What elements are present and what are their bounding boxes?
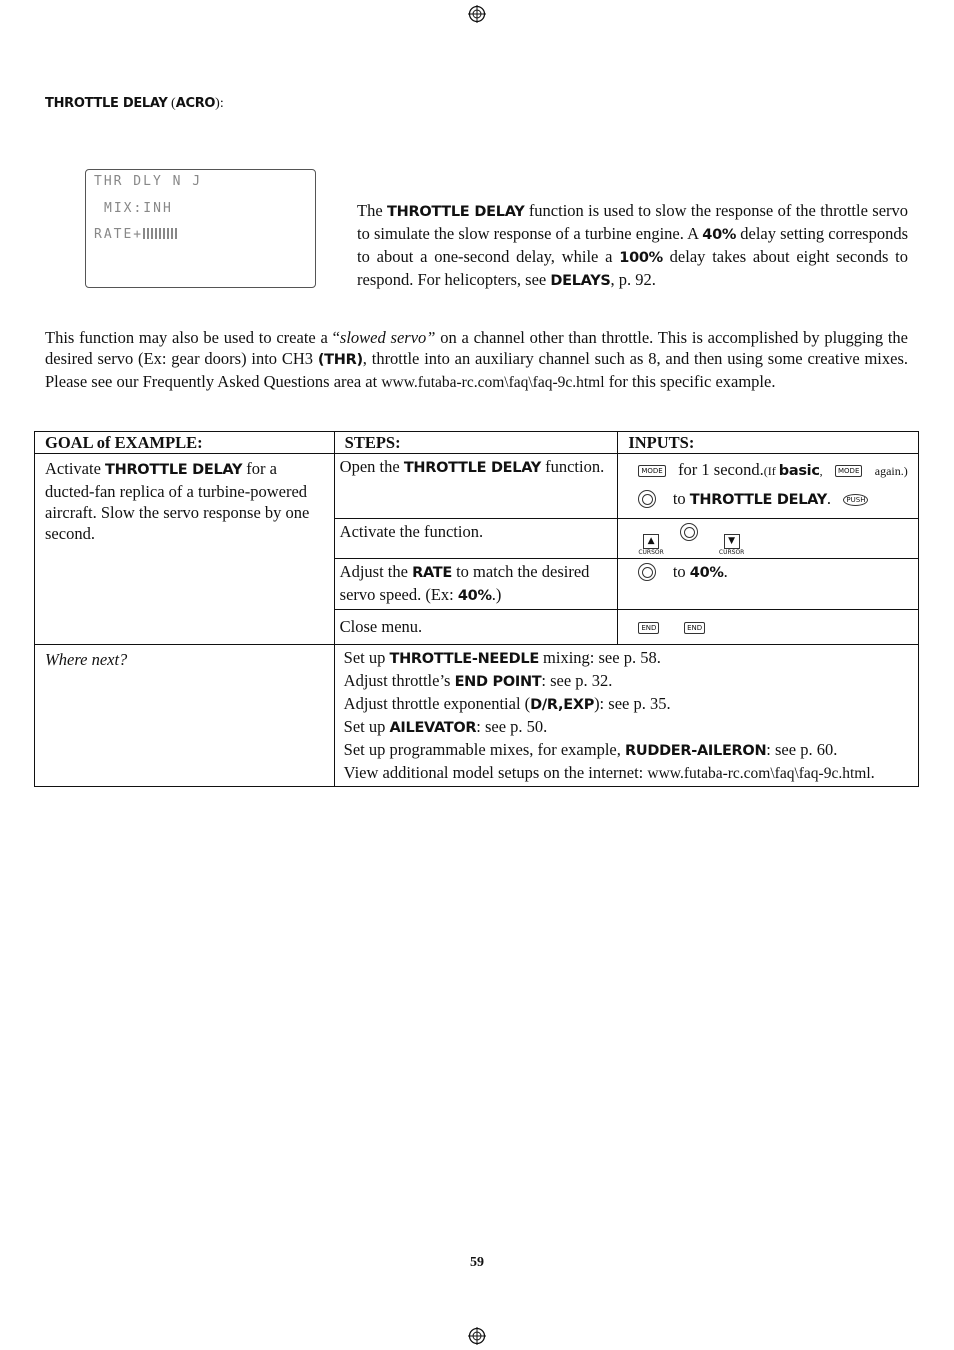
table-row [35, 454, 919, 519]
section-heading [45, 96, 224, 112]
lcd-line-3 [94, 227, 179, 242]
thr-term: (THR) [317, 352, 363, 368]
header-steps: STEPS: [334, 432, 618, 454]
cursor-up-icon: ▲ CURSOR [638, 536, 664, 556]
term-throttle-delay: THROTTLE DELAY [387, 204, 525, 220]
end-key-icon: END [638, 622, 659, 634]
intro-paragraph: The THROTTLE DELAY function is used to slow the response of the throttle servo to simulate the slow response of a turbine engine. A 40% delay setting corresponds to about a one-second delay, while a 100% delay takes about eight seconds to respond. For helicopters, see DELAYS, p. 92. [357, 201, 909, 289]
lcd-rate-value-block [143, 228, 179, 239]
faq-url[interactable]: www.futaba-rc.com\faq\faq-9c.html [381, 374, 605, 391]
next-steps-cell [334, 645, 918, 787]
table-header-row [35, 432, 919, 454]
lcd-rate-label: RATE+ [94, 227, 144, 242]
next-item-throttle-needle: Set up THROTTLE-NEEDLE mixing: see p. 58. [343, 648, 661, 667]
cursor-down-icon: ▼ CURSOR [718, 536, 745, 556]
table-row [35, 645, 919, 787]
step-open-function: Open the THROTTLE DELAY function. [334, 454, 618, 519]
goal-cell: Activate THROTTLE DELAY for a ducted-fan replica of a turbine-powered aircraft. Slow the servo response by one second. [35, 454, 335, 645]
slowed-servo-term: slowed servo” [339, 328, 436, 347]
value-40-percent: 40% [702, 227, 737, 243]
input-close-menu [618, 610, 919, 645]
mode-key-icon: MODE [638, 465, 665, 477]
mode-key-2-icon: MODE [835, 465, 862, 477]
step-activate: Activate the function. [334, 519, 618, 559]
step-adjust-rate: Adjust the RATE to match the desired servo speed. (Ex: 40%.) [334, 559, 618, 610]
next-item-rudder-aileron: Set up programmable mixes, for example, RUDDER-AILERON: see p. 60. [343, 740, 838, 759]
next-item-dr-exp: Adjust throttle exponential (D/R,EXP): see p. 35. [343, 694, 671, 713]
next-item-model-setups: View additional model setups on the internet: www.futaba-rc.com\faq\faq-9c.html. [343, 763, 875, 782]
heading-mode: ACRO [175, 96, 216, 111]
input-adjust-rate: to 40%. [618, 559, 919, 610]
term-delays: DELAYS [550, 273, 611, 289]
registration-mark-top-icon [468, 5, 486, 23]
next-item-ailevator: Set up AILEVATOR: see p. 50. [343, 717, 548, 736]
header-goal: GOAL of EXAMPLE: [35, 432, 335, 454]
heading-paren-close: ): [215, 96, 224, 111]
lcd-line-1: THR DLY N J [94, 174, 203, 189]
push-dial-icon: PUSH [843, 494, 868, 506]
where-next-cell: Where next? [35, 645, 335, 787]
registration-mark-bottom-icon [468, 1327, 486, 1345]
input-activate [618, 519, 919, 559]
value-100-percent: 100% [619, 250, 663, 266]
slowed-servo-paragraph: This function may also be used to create a “slowed servo” on a channel other than throttle. This is accomplished by plugging the desired servo (Ex: gear doors) into CH3 (THR), throttle into an auxiliary channel such as 8, and then using some creative mixes. Please see our Frequently Asked Questions area at www.futaba-rc.com\faq\faq-9c.html for this specific example. [45, 328, 909, 391]
lcd-line-2: MIX:INH [104, 201, 173, 216]
heading-function-name: THROTTLE DELAY [45, 96, 168, 111]
input-open-function: MODE for 1 second.(If basic, MODE again.) to THROTTLE DELAY. PUSH [618, 454, 919, 519]
header-inputs: INPUTS: [618, 432, 919, 454]
step-close-menu: Close menu. [334, 610, 618, 645]
dial-icon [638, 563, 656, 581]
next-item-end-point: Adjust throttle’s END POINT: see p. 32. [343, 671, 613, 690]
heading-paren-open: ( [167, 96, 176, 111]
dial-icon [680, 523, 698, 541]
model-setups-url[interactable]: www.futaba-rc.com\faq\faq-9c.html [647, 765, 871, 782]
page-number: 59 [470, 1255, 484, 1270]
lcd-screen [85, 169, 316, 288]
end-key-2-icon: END [684, 622, 705, 634]
dial-icon [638, 490, 656, 508]
example-steps-table [34, 431, 919, 787]
